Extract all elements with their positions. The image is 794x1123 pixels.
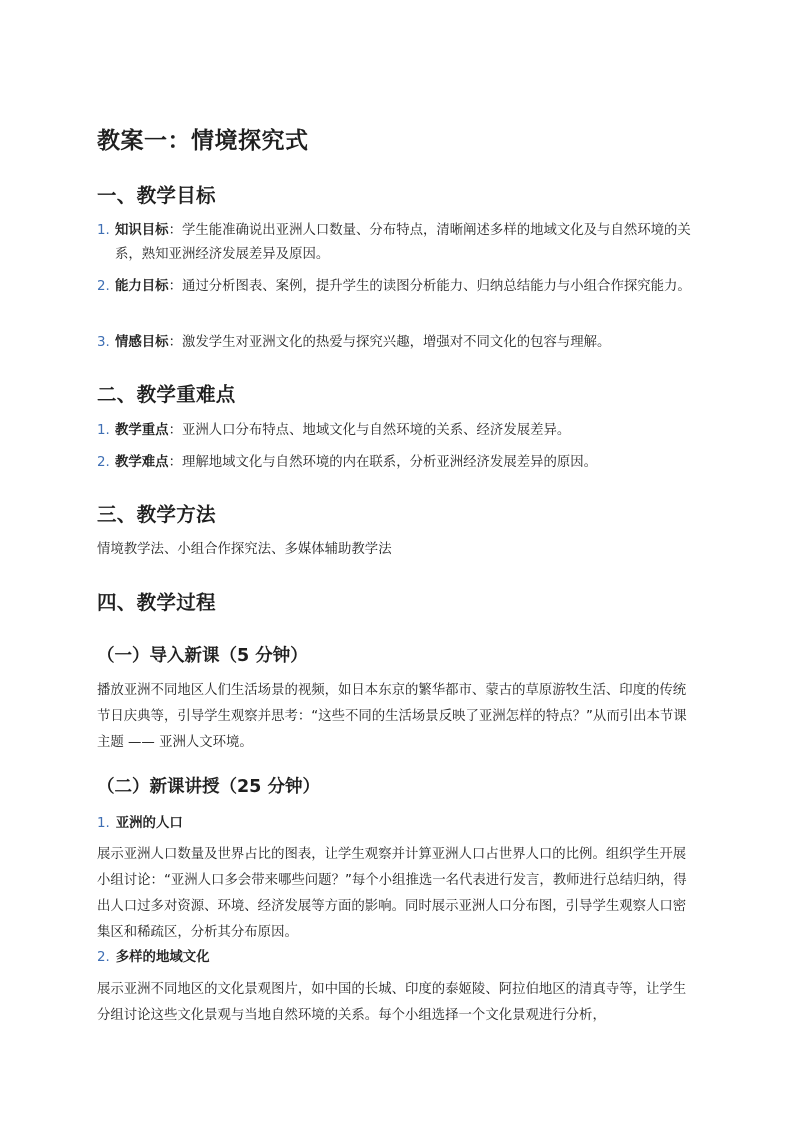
subheading-population — [97, 812, 183, 836]
document-title: 教案一：情境探究式 — [97, 128, 309, 154]
goal-text: ：通过分析图表、案例，提升学生的读图分析能力、归纳总结能力与小组合作探究能力。 — [168, 279, 691, 294]
culture-text: 展示亚洲不同地区的文化景观图片，如中国的长城、印度的泰姬陵、阿拉伯地区的清真寺等，让学生分组讨论这些文化景观与当地自然环境的关系。每个小组选择一个文化景观进行分析， — [97, 982, 687, 1023]
goal-label: 能力目标 — [115, 279, 169, 294]
keypoint-text: ：亚洲人口分布特点、地域文化与自然环境的关系、经济发展差异。 — [168, 423, 571, 438]
keypoint-item — [97, 451, 697, 475]
keypoint-item — [97, 419, 697, 443]
list-number: 2. — [97, 455, 110, 470]
population-text: 展示亚洲人口数量及世界占比的图表，让学生观察并计算亚洲人口占世界人口的比例。组织学生开展小组讨论：“亚洲人口多会带来哪些问题？”每个小组推选一名代表进行发言，教师进行总结归纳，得出人口过多对资源、环境、经济发展等方面的影响。同时展示亚洲人口分布图，引导学生观察人口密集区和稀疏区，分析其分布原因。 — [97, 847, 687, 940]
heading-teaching-process: 四、教学过程 — [97, 591, 216, 614]
subheading-label: 亚洲的人口 — [115, 816, 183, 831]
heading-intro: （一）导入新课（5 分钟） — [97, 646, 308, 666]
subheading-label: 多样的地域文化 — [115, 950, 210, 965]
goal-text: ：学生能准确说出亚洲人口数量、分布特点，清晰阐述多样的地域文化及与自然环境的关系，熟知亚洲经济发展差异及原因。 — [115, 223, 691, 262]
list-number: 2. — [97, 950, 110, 965]
keypoint-text: ：理解地域文化与自然环境的内在联系，分析亚洲经济发展差异的原因。 — [168, 455, 598, 470]
list-number: 3. — [97, 335, 110, 350]
intro-text: 播放亚洲不同地区人们生活场景的视频，如日本东京的繁华都市、蒙古的草原游牧生活、印度的传统节日庆典等，引导学生观察并思考：“这些不同的生活场景反映了亚洲怎样的特点？”从而引出本节课主题 —— 亚洲人文环境。 — [97, 683, 687, 750]
heading-key-points: 二、教学重难点 — [97, 383, 236, 406]
methods-text: 情境教学法、小组合作探究法、多媒体辅助教学法 — [97, 542, 392, 557]
goal-item — [97, 219, 697, 267]
subheading-culture — [97, 946, 210, 970]
list-number: 1. — [97, 223, 110, 238]
list-number: 2. — [97, 279, 110, 294]
list-number: 1. — [97, 423, 110, 438]
goal-text: ：激发学生对亚洲文化的热爱与探究兴趣，增强对不同文化的包容与理解。 — [168, 335, 611, 350]
heading-teaching-goals: 一、教学目标 — [97, 184, 216, 207]
list-number: 1. — [97, 816, 110, 831]
heading-lecture: （二）新课讲授（25 分钟） — [97, 777, 320, 797]
keypoint-label: 教学重点 — [115, 423, 169, 438]
goal-item — [97, 331, 697, 355]
goal-label: 情感目标 — [115, 335, 169, 350]
heading-teaching-methods: 三、教学方法 — [97, 503, 216, 526]
keypoint-label: 教学难点 — [115, 455, 169, 470]
goal-label: 知识目标 — [115, 223, 169, 238]
goal-item — [97, 275, 697, 299]
